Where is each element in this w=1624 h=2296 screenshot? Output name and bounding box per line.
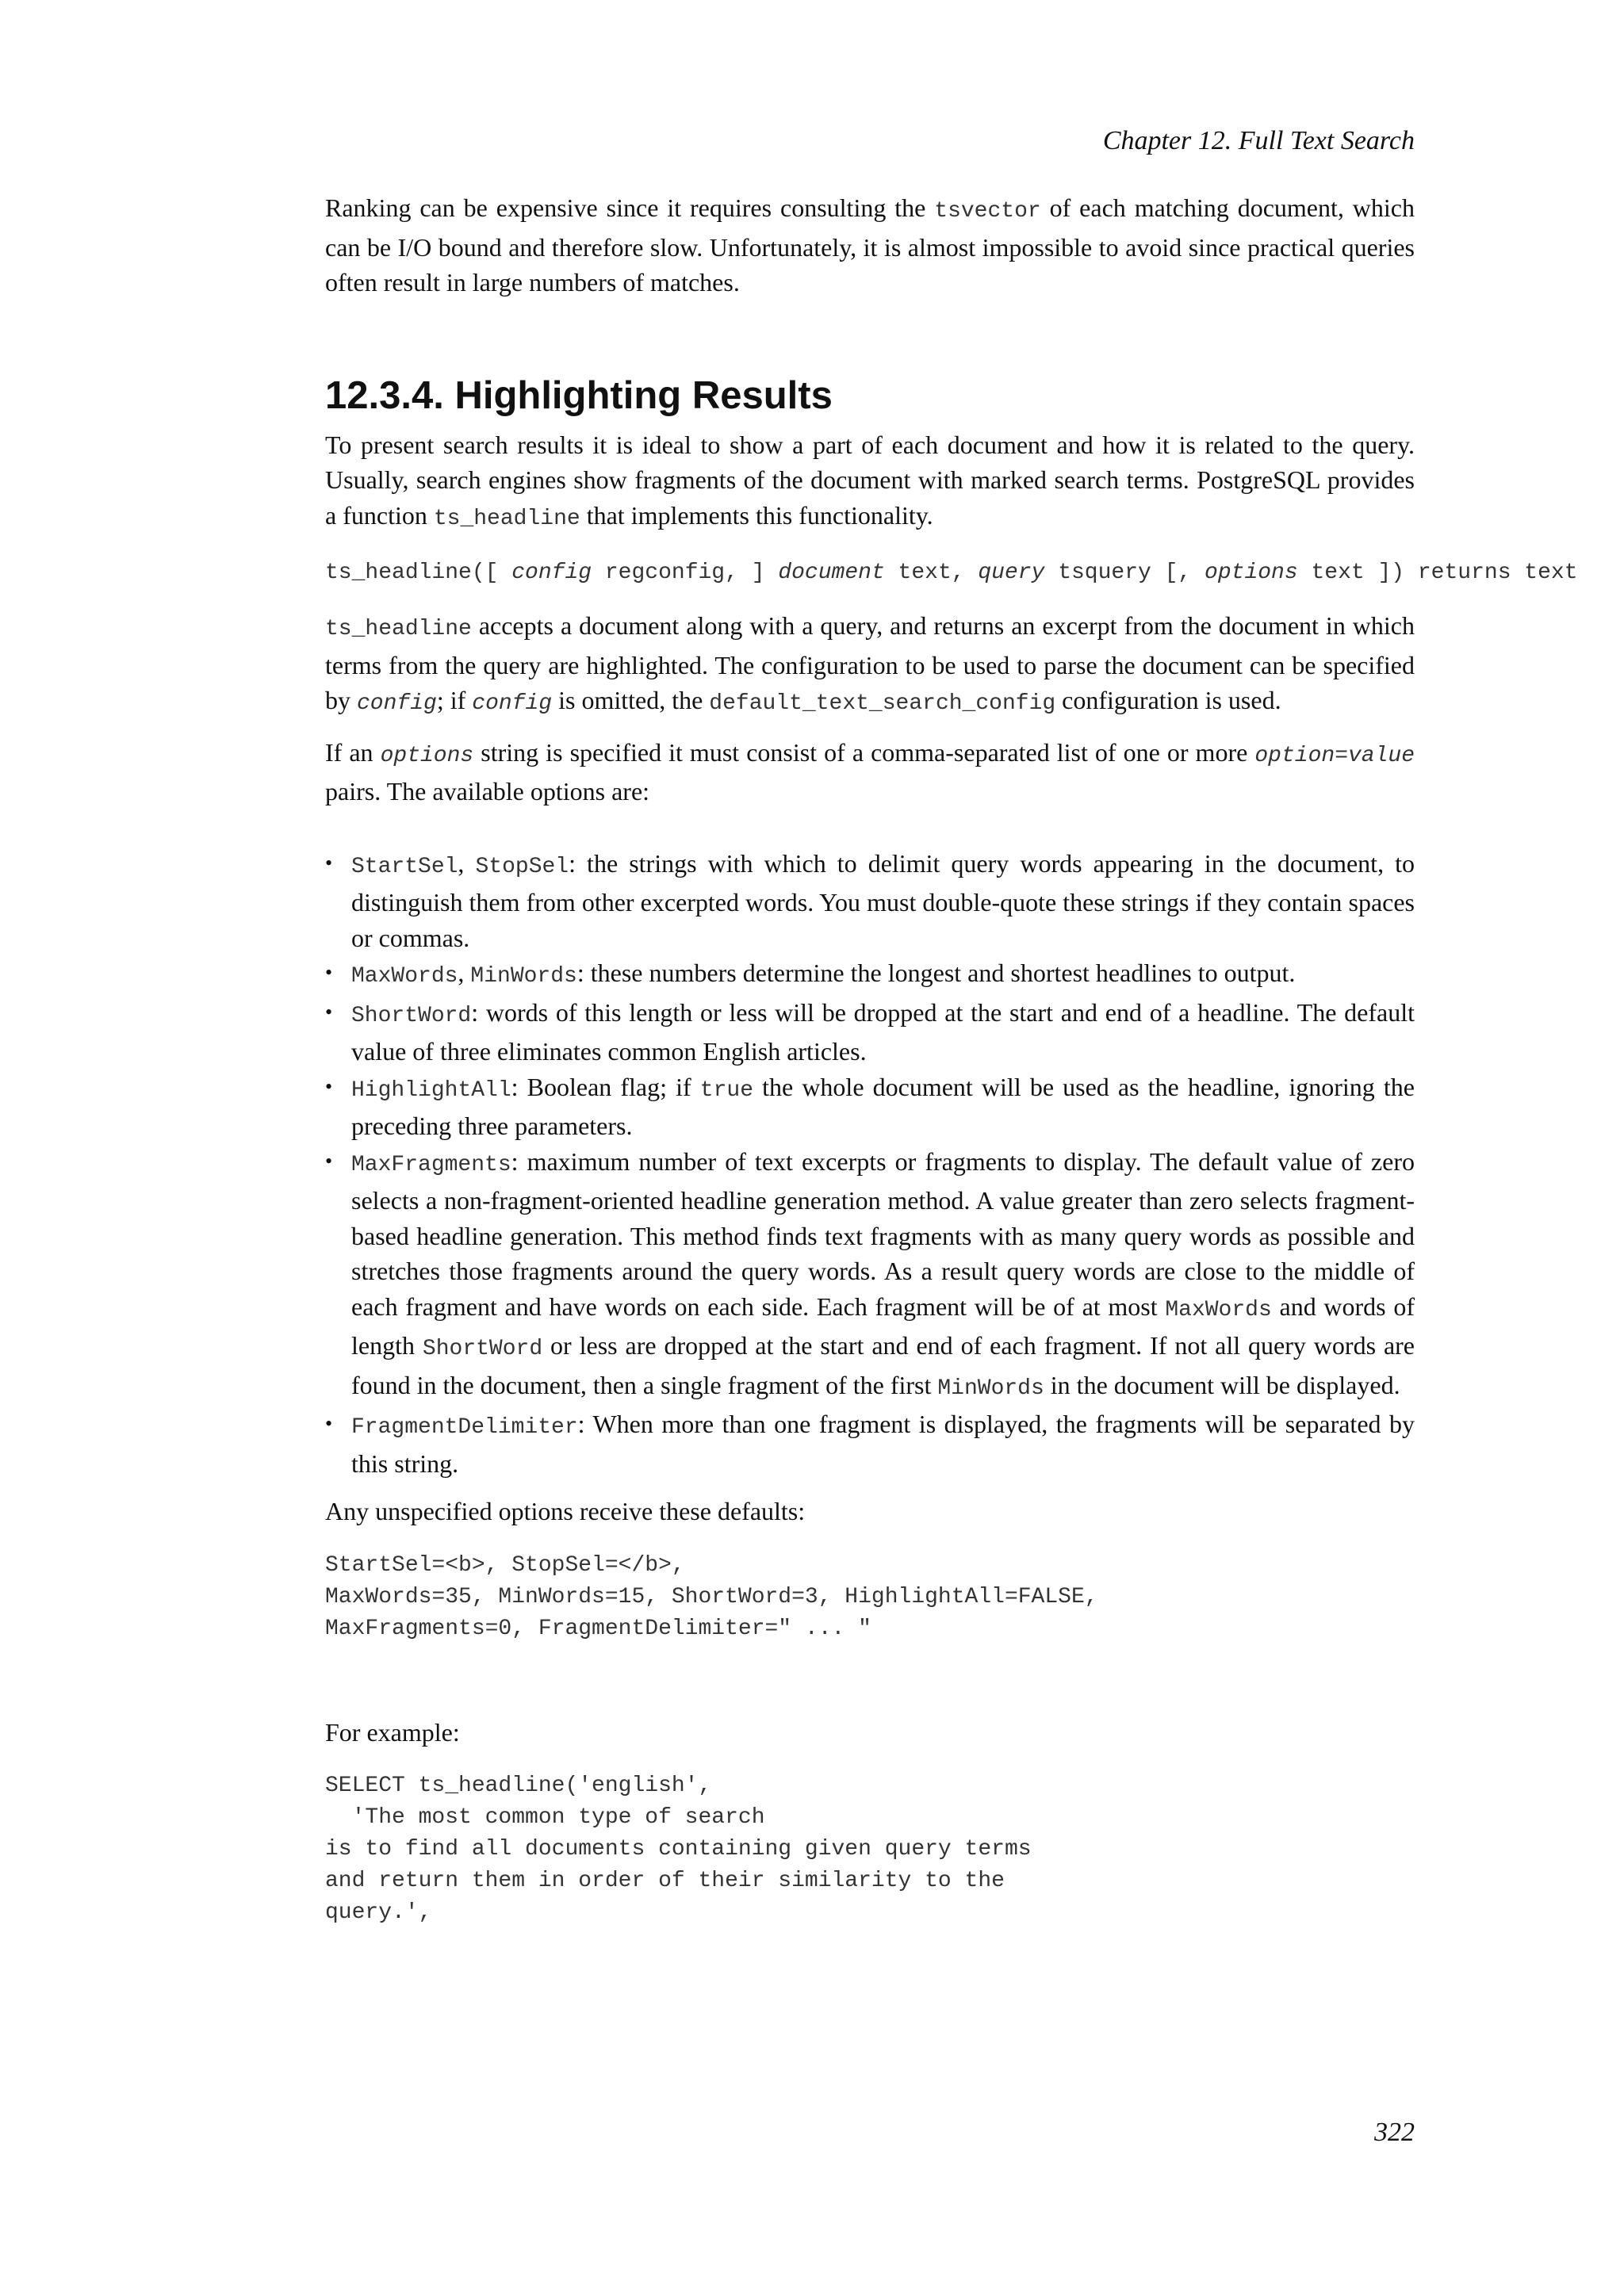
function-synopsis: [325, 556, 1578, 591]
text: To present search results it is ideal to show a part of each document and how it is related to the query. Usually, search engines show fragments of the document with marked search terms. PostgreSQL provides a function: [325, 430, 1415, 530]
inline-code: MaxWords: [351, 964, 458, 989]
inline-variable: options: [380, 743, 474, 768]
text: : When more than one fragment is displayed, the fragments will be separated by this string.: [351, 1410, 1415, 1478]
options-list: [325, 846, 1415, 1482]
option-item-shortword: [325, 995, 1415, 1070]
synopsis-part: regconfig, ]: [592, 561, 779, 585]
example-intro: For example:: [325, 1717, 460, 1747]
text: : the strings with which to delimit query words appearing in the document, to distinguish them from other excerpted words. You must double-quote these strings if they contain spaces or commas.: [351, 848, 1415, 952]
text: and words of length: [351, 1292, 1415, 1360]
text: ,: [458, 848, 476, 878]
inline-code: MaxFragments: [351, 1152, 511, 1177]
text: Ranking can be expensive since it requires consulting the: [325, 193, 935, 222]
option-item-highlightall: [325, 1070, 1415, 1144]
inline-code: ShortWord: [351, 1003, 472, 1028]
inline-code: MaxWords: [1165, 1297, 1272, 1322]
text: accepts a document along with a query, and returns an excerpt from the document in which terms from the query are highlighted. The configuration to be used to parse the document can be specified by: [325, 611, 1415, 714]
text: : Boolean flag; if: [511, 1072, 700, 1101]
inline-code: MinWords: [937, 1376, 1044, 1401]
text: the whole document will be used as the headline, ignoring the preceding three parameters.: [351, 1072, 1415, 1140]
synopsis-param: config: [511, 561, 592, 585]
text: ; if: [436, 686, 473, 714]
synopsis-part: text,: [884, 561, 979, 585]
section-heading: 12.3.4. Highlighting Results: [325, 373, 833, 417]
section-paragraph-2: [325, 608, 1415, 722]
synopsis-part: tsquery [,: [1044, 561, 1205, 585]
inline-code: MinWords: [470, 964, 577, 989]
inline-code: tsvector: [934, 199, 1041, 224]
inline-variable: config: [357, 691, 437, 716]
defaults-intro: Any unspecified options receive these defaults:: [325, 1497, 806, 1525]
page-number: 322: [1374, 2118, 1415, 2147]
inline-code: StopSel: [475, 854, 569, 879]
text: is omitted, the: [552, 686, 710, 714]
synopsis-part: ts_headline([: [325, 561, 512, 585]
synopsis-param: query: [978, 561, 1045, 585]
inline-variable: option: [1254, 743, 1335, 768]
text: pairs. The available options are:: [325, 777, 650, 806]
running-header: Chapter 12. Full Text Search: [1102, 126, 1415, 155]
option-item-maxwords: [325, 955, 1415, 995]
text: or less are dropped at the start and end of each fragment. If not all query words are found in the document, then a single fragment of the first: [351, 1331, 1415, 1399]
section-paragraph-3: [325, 735, 1415, 809]
example-code-block: SELECT ts_headline('english', 'The most common type of search is to find all documents containing given query terms and return them in order of their similarity to the query.',: [325, 1774, 1032, 1925]
synopsis-part: text ]) returns text: [1297, 561, 1578, 585]
inline-code: =: [1335, 743, 1348, 768]
section-paragraph-1: [325, 427, 1415, 538]
text: ,: [458, 959, 471, 987]
inline-code: HighlightAll: [351, 1077, 511, 1103]
inline-code: default_text_search_config: [709, 691, 1056, 716]
text: If an: [325, 737, 381, 767]
synopsis-param: options: [1205, 561, 1298, 585]
inline-code: ts_headline: [325, 617, 472, 641]
inline-code: ShortWord: [422, 1337, 543, 1361]
defaults-code-block: StartSel=<b>, StopSel=</b>, MaxWords=35, MinWords=15, ShortWord=3, HighlightAll=FALSE, MaxFragments=0, FragmentDelimiter=" ... ": [325, 1552, 1098, 1641]
text: string is specified it must consist of a comma-separated list of one or more: [473, 737, 1255, 767]
option-item-maxfragments: [325, 1144, 1415, 1407]
text: in the document will be displayed.: [1044, 1370, 1400, 1399]
text: that implements this functionality.: [580, 500, 933, 530]
inline-code: FragmentDelimiter: [351, 1415, 578, 1440]
inline-variable: value: [1348, 743, 1415, 768]
inline-code: true: [699, 1077, 754, 1103]
inline-variable: config: [472, 691, 553, 716]
text: of each matching document, which can be I/O bound and therefore slow. Unfortunately, it is almost impossible to avoid since practical queries often result in large numbers of matches.: [325, 193, 1415, 297]
text: configuration is used.: [1055, 686, 1281, 714]
option-item-startsel: [325, 846, 1415, 956]
text: : maximum number of text excerpts or fragments to display. The default value of zero selects a non-fragment-oriented headline generation method. A value greater than zero selects fragment-based headline generation. This method finds text fragments with as many query words as possible and stretches those fragments around the query words. As a result query words are close to the middle of each fragment and have words on each side. Each fragment will be of at most: [351, 1146, 1415, 1321]
page-content: [325, 190, 1578, 1929]
option-item-fragmentdelimiter: [325, 1406, 1415, 1481]
inline-code: StartSel: [351, 854, 458, 879]
inline-code: ts_headline: [433, 506, 580, 531]
text: : words of this length or less will be dropped at the start and end of a headline. The default value of three eliminates common English articles.: [351, 997, 1415, 1066]
synopsis-param: document: [778, 561, 885, 585]
text: : these numbers determine the longest and shortest headlines to output.: [576, 959, 1296, 987]
intro-paragraph: [325, 190, 1415, 300]
